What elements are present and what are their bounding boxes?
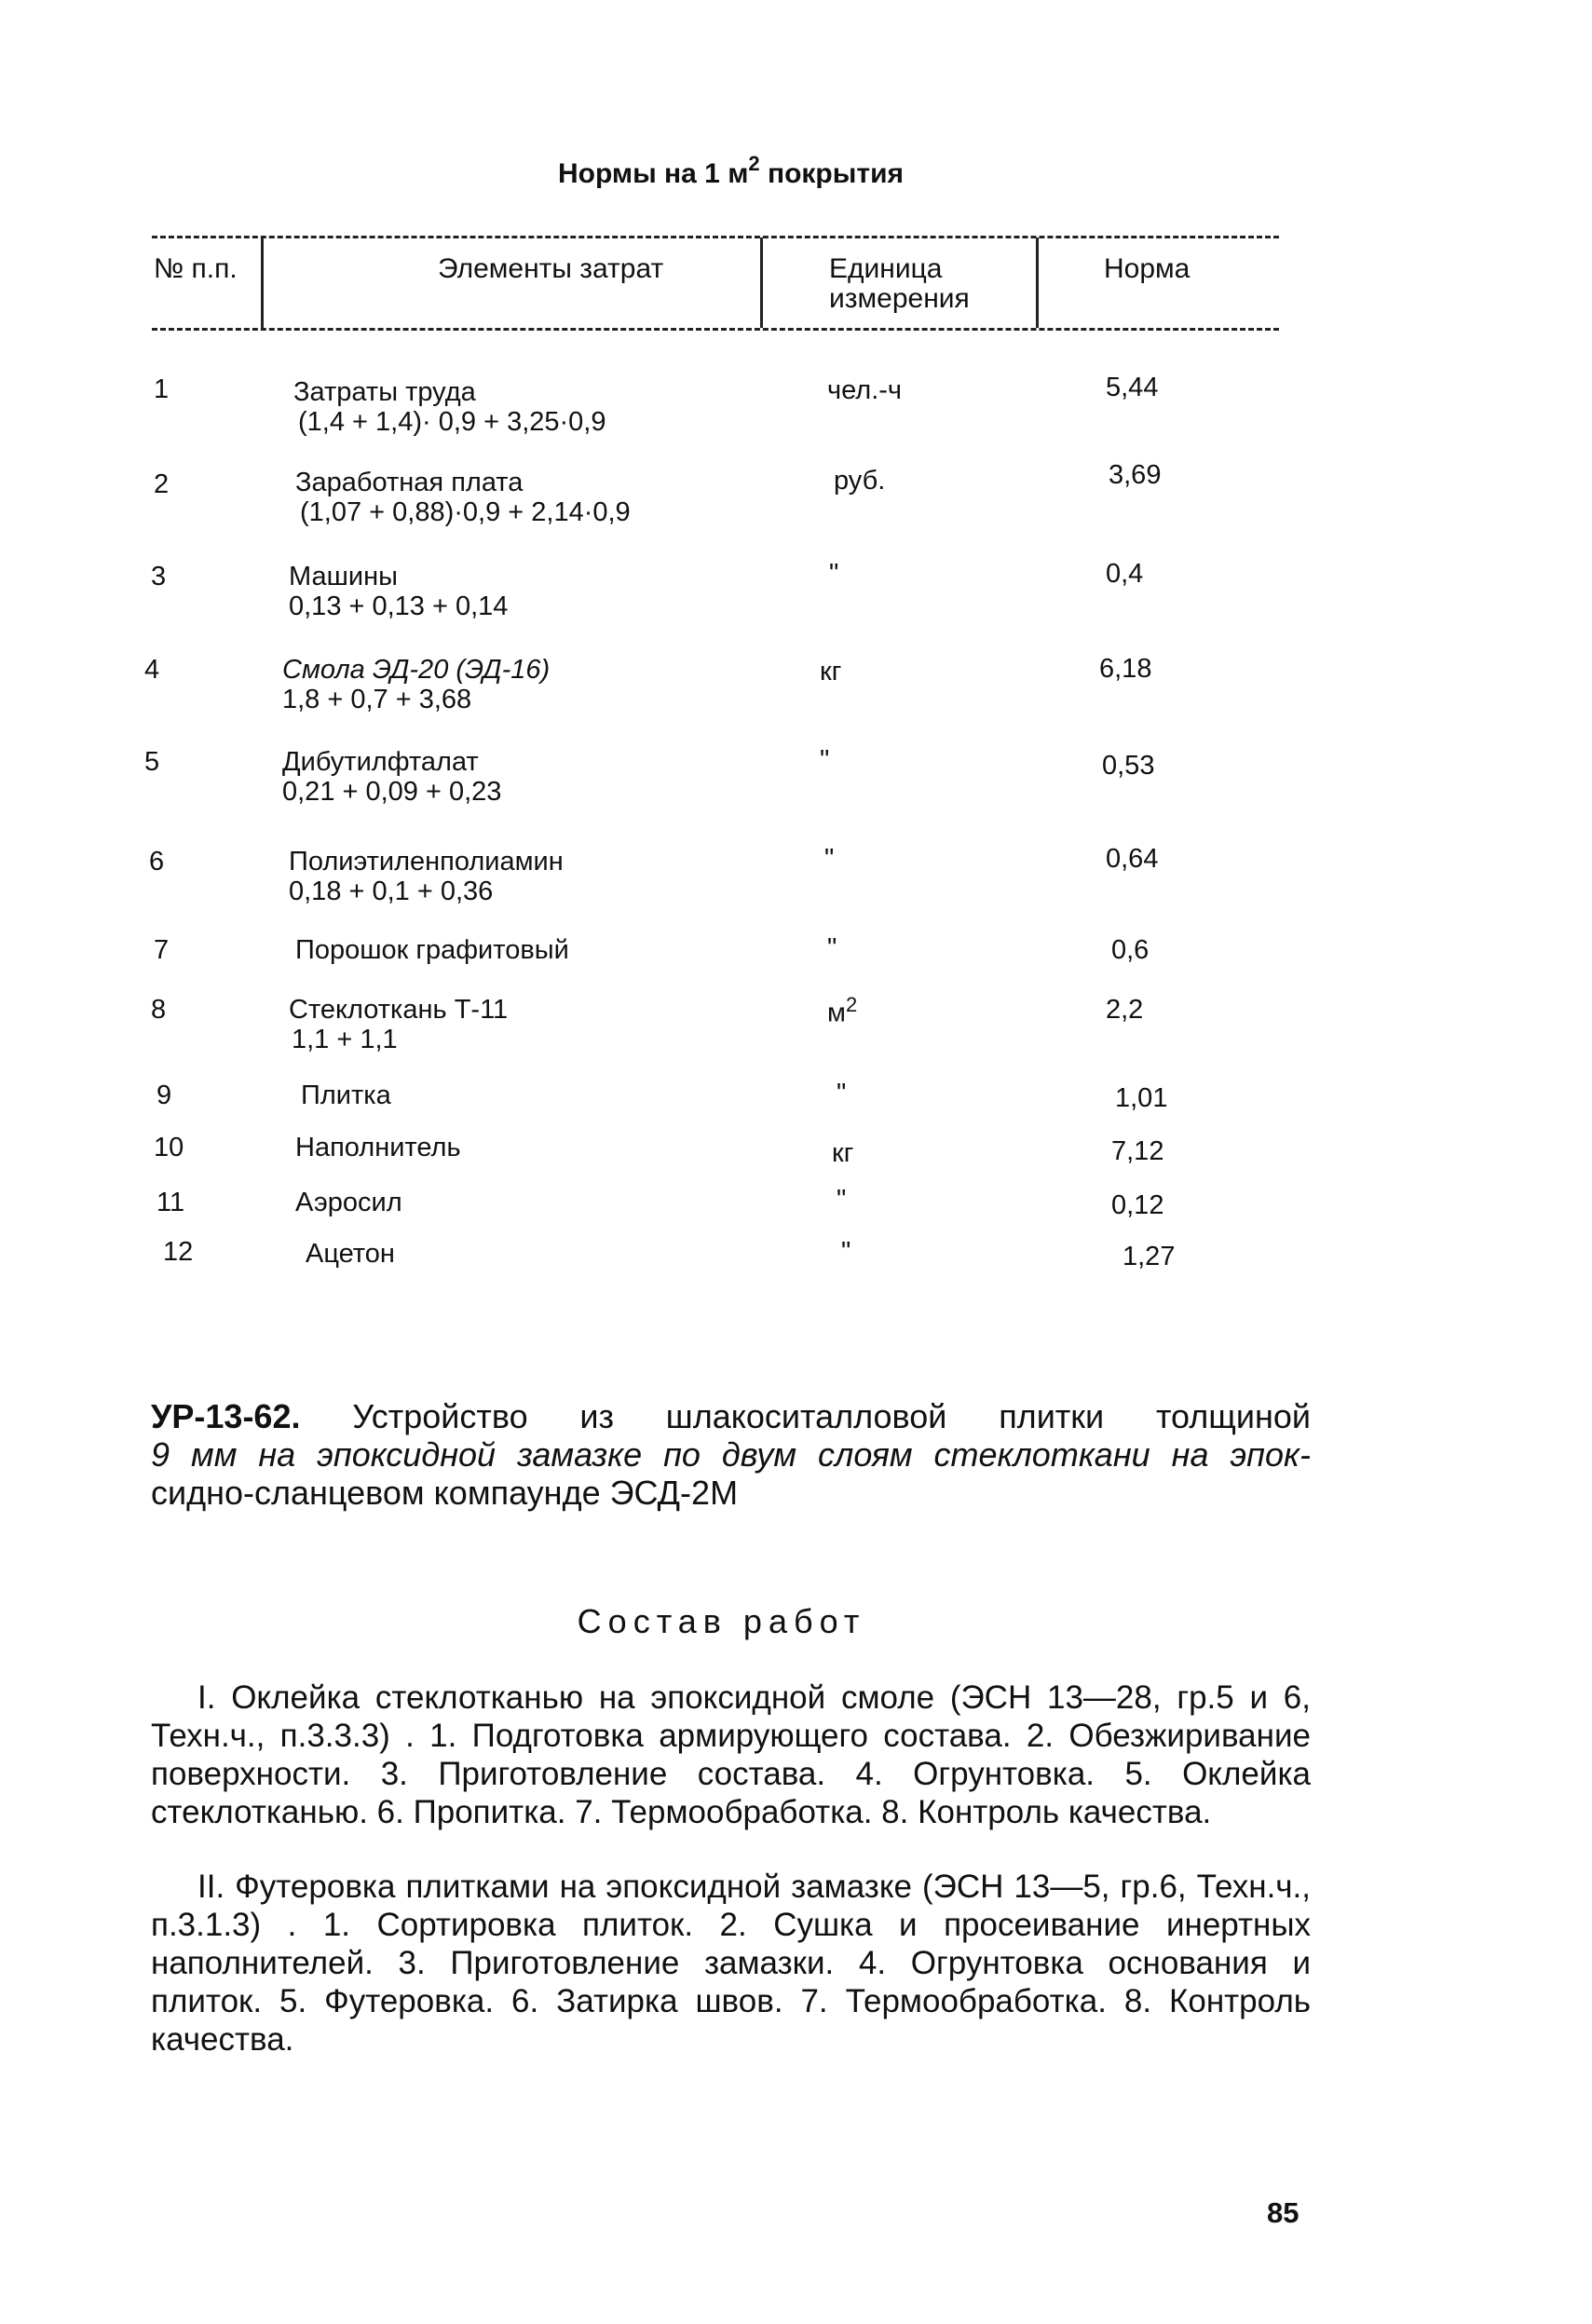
row-name: Полиэтиленполиамин — [289, 847, 564, 877]
row-norm: 5,44 — [1106, 373, 1159, 402]
row-name: Порошок графитовый — [295, 935, 569, 965]
row-unit: $м^2$ — [827, 993, 858, 1028]
table-title: Нормы на 1 $м^2$ покрытия — [557, 152, 905, 189]
row-unit: " — [820, 745, 830, 775]
row-name: Наполнитель — [295, 1133, 461, 1162]
table-header-bottom-rule — [152, 328, 1279, 331]
row-name: Смола ЭД-20 (ЭД-16) — [282, 655, 551, 685]
row-formula: 0,21 + 0,09 + 0,23 — [282, 777, 502, 807]
row-unit: чел.-ч — [827, 375, 903, 405]
table-top-rule — [152, 236, 1279, 238]
section-title: УР-13-62. Устройство из шлакоситалловой плитки толщиной 9 мм на эпоксидной замазке по двум слоям стеклоткани на эпок- сидно-сланцевом компаунде ЭСД-2М — [151, 1397, 1311, 1512]
header-element: Элементы затрат — [438, 253, 664, 284]
header-num: № п.п. — [154, 253, 238, 284]
header-unit-line2: измерения — [829, 283, 970, 314]
table-col-divider-2 — [760, 238, 763, 328]
row-num: 3 — [151, 562, 167, 591]
row-formula: (1,07 + 0,88)·0,9 + 2,14·0,9 — [300, 497, 631, 527]
table-col-divider-3 — [1036, 238, 1039, 328]
row-num: 8 — [151, 995, 167, 1025]
row-unit: " — [837, 1079, 847, 1108]
row-name: Заработная плата — [295, 468, 524, 497]
row-formula: 1,8 + 0,7 + 3,68 — [282, 685, 472, 714]
row-num: 9 — [156, 1080, 172, 1110]
row-name: Затраты труда — [293, 377, 476, 407]
row-unit: " — [829, 559, 839, 589]
row-num: 7 — [154, 935, 170, 965]
row-norm: 2,2 — [1106, 995, 1144, 1025]
row-unit: " — [837, 1185, 847, 1215]
row-num: 4 — [144, 655, 160, 685]
row-formula: (1,4 + 1,4)· 0,9 + 3,25·0,9 — [298, 407, 606, 437]
page-number: 85 — [1267, 2196, 1299, 2229]
row-name: Ацетон — [306, 1239, 395, 1269]
works-heading: Состав работ — [577, 1602, 866, 1640]
row-norm: 7,12 — [1111, 1136, 1164, 1166]
row-norm: 0,64 — [1106, 844, 1159, 874]
row-unit: " — [827, 933, 837, 963]
row-unit: кг — [832, 1138, 854, 1168]
header-unit-line1: Единица — [829, 253, 943, 284]
row-name: Стеклоткань Т-11 — [289, 995, 509, 1025]
row-norm: 0,12 — [1111, 1190, 1164, 1220]
row-num: 2 — [154, 469, 170, 499]
row-name: Дибутилфталат — [282, 747, 479, 777]
row-num: 1 — [154, 374, 170, 404]
row-norm: 0,6 — [1111, 935, 1150, 965]
row-norm: 1,01 — [1115, 1083, 1168, 1113]
row-name: Аэросил — [295, 1188, 402, 1217]
row-norm: 1,27 — [1123, 1242, 1176, 1271]
row-unit: руб. — [834, 466, 886, 496]
row-num: 5 — [144, 747, 160, 777]
row-unit: " — [841, 1237, 851, 1267]
table-col-divider-1 — [261, 238, 264, 328]
works-paragraph-2: II. Футеровка плитками на эпоксидной замазке (ЭСН 13—5, гр.6, Техн.ч., п.3.1.3) . 1. Сортировка плиток. 2. Сушка и просеивание инертных наполнителей. 3. Приготовление замазки. 4. Огрунтовка основания и плиток. 5. Футеровка. 6. Затирка швов. 7. Термообработка. 8. Контроль качества. — [151, 1869, 1311, 2058]
row-num: 11 — [156, 1188, 185, 1217]
row-formula: 0,18 + 0,1 + 0,36 — [289, 877, 494, 906]
row-norm: 3,69 — [1109, 460, 1162, 490]
row-num: 10 — [154, 1133, 184, 1162]
row-name: Плитка — [301, 1080, 391, 1110]
row-name: Машины — [289, 562, 398, 591]
row-unit: " — [824, 844, 835, 874]
row-norm: 6,18 — [1099, 654, 1152, 684]
row-num: 12 — [163, 1237, 194, 1267]
row-formula: 1,1 + 1,1 — [292, 1025, 398, 1054]
row-unit: кг — [820, 657, 842, 686]
row-num: 6 — [149, 847, 165, 877]
row-norm: 0,53 — [1102, 751, 1155, 781]
row-formula: 0,13 + 0,13 + 0,14 — [289, 591, 509, 621]
header-norm: Норма — [1104, 253, 1191, 284]
works-paragraph-1: I. Оклейка стеклотканью на эпоксидной смоле (ЭСН 13—28, гр.5 и 6, Техн.ч., п.3.3.3) . 1. Подготовка армирующего состава. 2. Обезжиривание поверхности. 3. Приготовление состава. 4. Огрунтовка. 5. Оклейка стеклотканью. 6. Пропитка. 7. Термообработка. 8. Контроль качества. — [151, 1679, 1311, 1830]
row-norm: 0,4 — [1106, 559, 1144, 589]
